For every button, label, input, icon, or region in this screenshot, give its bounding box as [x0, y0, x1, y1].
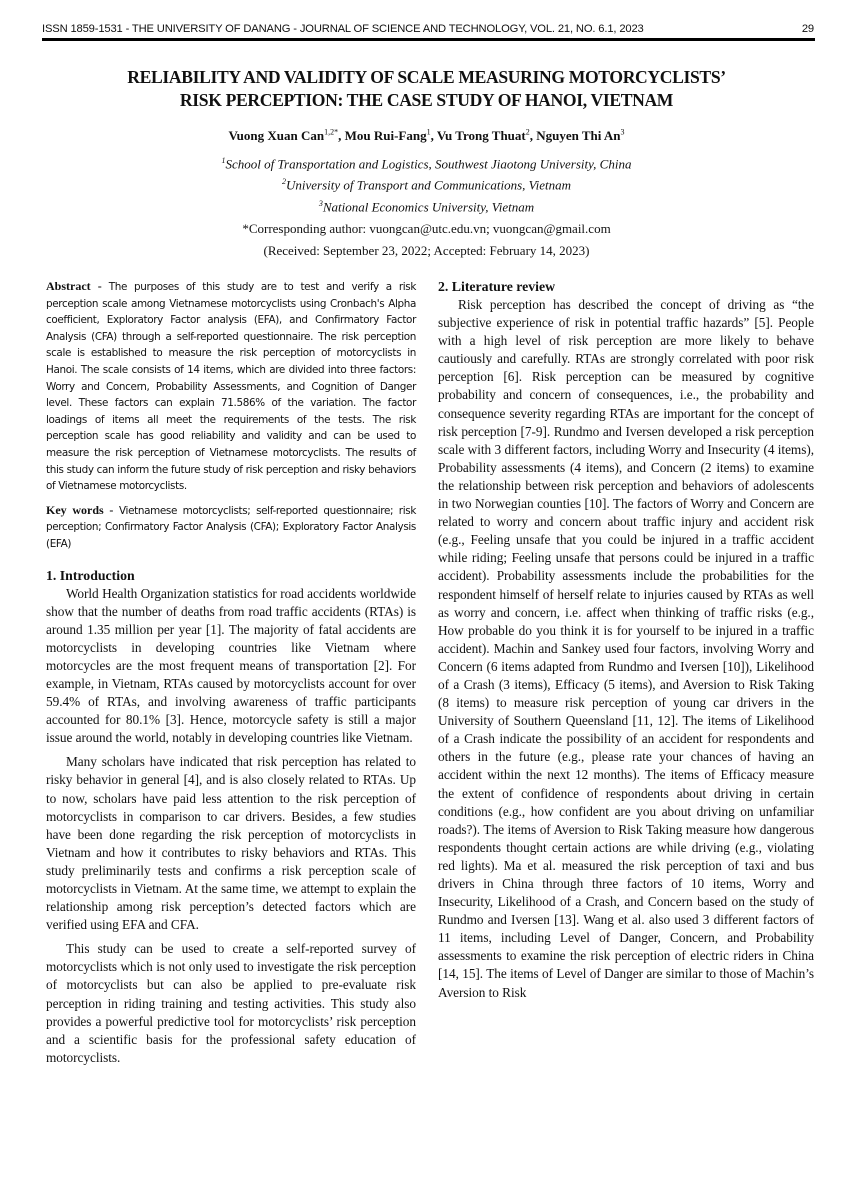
paragraph: Risk perception has described the concept of driving as “the subjective experience of risk in potential traffic hazards” [5]. People with a high level of risk perception are more likely to behave cautiously and carefully. RTAs are strongly correlated with poor risk perception [6]. Risk perception can be measured by cognitive probability and concern of consequences, i.e., the probability and consequence severity regarding RTAs are important for the concept of risk perception [7-9]. Rundmo and Iversen developed a risk perception scale with 3 different factors, including Worry and Insecurity (4 items), Probability assessments (4 items), and Concern (2 items) to examine the relationship between risk perception and behaviors of adolescents in two Norwegian counties [10]. The factors of Worry and Concern are related to worry and concern about traffic injury and accident risk (e.g., Feeling unsafe that you could be injured in a traffic accident while riding; Feeling unsafe that persons could be injured in a traffic accident). Probability assessments include the probabilities for the respondent himself of herself relate to injuries caused by RTAs as well as worry and concern, i.e. affect when thinking of traffic risks (e.g., How probable do you think it is for yourself to be injured in a traffic accident). Machin and Sankey used four factors, involving Worry and Concern (6 items adapted from Rundmo and Iversen [10]), Likelihood of a Crash (3 items), Efficacy (5 items), and Aversion to Risk Taking (8 items) to measure risk perception of young car drivers in the University of Southern Queensland [11, 12]. The items of Likelihood of a Crash indicate the possibility of an accident for respondents and others in the future (e.g., please rate your chances of having an accident within the next 12 months). The items of Efficacy measure the extent of confidence of respondents about driving in certain conditions (e.g., how confident are you about driving on unfamiliar roads?). The items of Aversion to Risk Taking measure how dangerous respondents thought certain actions are while driving (e.g., violating red lights). Ma et al. measured the risk perception of taxi and bus drivers in China through three factors of 10 items, Worry and Insecurity, Likelihood of a Crash, and Concern based on the study of Rundmo and Iversen [13]. Wang et al. also used 3 different factors of 11 items, including Level of Danger, Concern, and Probability assessments to examine the risk perception of electric riders in China [14, 15]. The items of Level of Danger are similar to those of Machin’s Aversion to Risk [438, 297, 814, 1000]
author: Nguyen Thi An$^3$ [536, 128, 625, 144]
author: Vu Trong Thuat$^2$, [436, 128, 537, 144]
affiliation: $^3$National Economics University, Vietnam [318, 198, 535, 214]
journal-info: ISSN 1859-1531 - THE UNIVERSITY OF DANANG - JOURNAL OF SCIENCE AND TECHNOLOGY, VOL. 21, NO. 6.1, 2023 [42, 23, 644, 35]
paragraph: World Health Organization statistics for road accidents worldwide show that the number of deaths from road traffic accidents (RTAs) is around 1.35 million per year [1]. The majority of fatal accidents are motorcyclists in developing countries like Vietnam where motorcycles are the most frequent means of transportation [2]. For example, in Vietnam, RTAs caused by motorcyclists account for over 59.4% of RTAs, and involving awareness of traffic participants accounted for 80.1% [3]. Hence, motorcycle safety is still a major issue around the world, notably in developing countries like Vietnam. [46, 585, 416, 746]
right-column [438, 278, 814, 1002]
title-line-2: RISK PERCEPTION: THE CASE STUDY OF HANOI, VIETNAM [179, 90, 674, 110]
keywords [46, 502, 416, 553]
page-number: 29 [801, 23, 814, 35]
header-rule [42, 38, 815, 41]
corresponding-author: *Corresponding author: vuongcan@utc.edu.vn; vuongcan@gmail.com [242, 221, 611, 236]
title-line-1: RELIABILITY AND VALIDITY OF SCALE MEASURING MOTORCYCLISTS’ [127, 67, 726, 87]
affiliations [0, 152, 853, 216]
author-list [0, 128, 853, 144]
keywords-text: Vietnamese motorcyclists; self-reported questionnaire; risk perception; Confirmatory Factor Analysis (CFA); Exploratory Factor Analysis (EFA) [46, 504, 416, 550]
paragraph: Many scholars have indicated that risk perception has related to risky behavior in general [4], and is also closely related to RTAs. Up to now, scholars have paid less attention to the risk perception of motorcyclists in comparison to car drivers. Besides, a few studies have been done regarding the risk perception of motorcyclists in Vietnam and how it contributes to risky behaviors and RTAs. This study preliminarily tests and confirms a risk perception scale of motorcyclists in Vietnam. At the same time, we attempt to explain the relationship among risk perception’s detected factors which are verified using EFA and CFA. [46, 754, 416, 933]
abstract [46, 278, 416, 495]
author: Mou Rui-Fang$^1$, [344, 128, 437, 144]
correspondence-block [0, 218, 853, 262]
affiliation: $^2$University of Transport and Communications, Vietnam [281, 177, 572, 193]
affiliation: $^1$School of Transportation and Logistics, Southwest Jiaotong University, China [221, 156, 632, 172]
abstract-text: The purposes of this study are to test and verify a risk perception scale among Vietnamese motorcyclists using Cronbach's Alpha coefficient, Exploratory Factor analysis (EFA), and Confirmatory Factor Analysis (CFA) through a self-reported questionnaire. The risk perception scale is established to measure the risk perception of motorcyclists in Hanoi. The scale consists of 14 items, which are divided into three factors: Worry and Concern, Probability Assessments, and Cognition of Danger level. These factors can explain 71.586% of the variation. The factor loadings of items all meet the requirements of the tests. The risk perception scale has good reliability and validity and can be used to measure the risk perception of Vietnamese motorcyclists. The results of this study can inform the future study of risk perception and risky behaviors of Vietnamese motorcyclists. [46, 281, 417, 493]
section-heading-literature-review: 2. Literature review [438, 279, 556, 294]
received-dates: (Received: September 23, 2022; Accepted: February 14, 2023) [263, 243, 590, 258]
running-head [42, 23, 814, 35]
author: Vuong Xuan Can$^{1,2*}$, [228, 128, 345, 144]
section-heading-introduction: 1. Introduction [46, 567, 135, 583]
keywords-label: Key words - [46, 502, 114, 517]
paragraph: This study can be used to create a self-reported survey of motorcyclists which is not only used to investigate the risk perception of motorcyclists but can also be applied to pre-evaluate risk perception in riding training and testing activities. This study also provides a powerful predictive tool for motorcyclists’ risk perception and a scientific basis for the professional safety education of motorcyclists. [46, 941, 416, 1065]
left-column [46, 278, 416, 1067]
abstract-label: Abstract - [46, 279, 102, 293]
paper-title [0, 66, 853, 112]
